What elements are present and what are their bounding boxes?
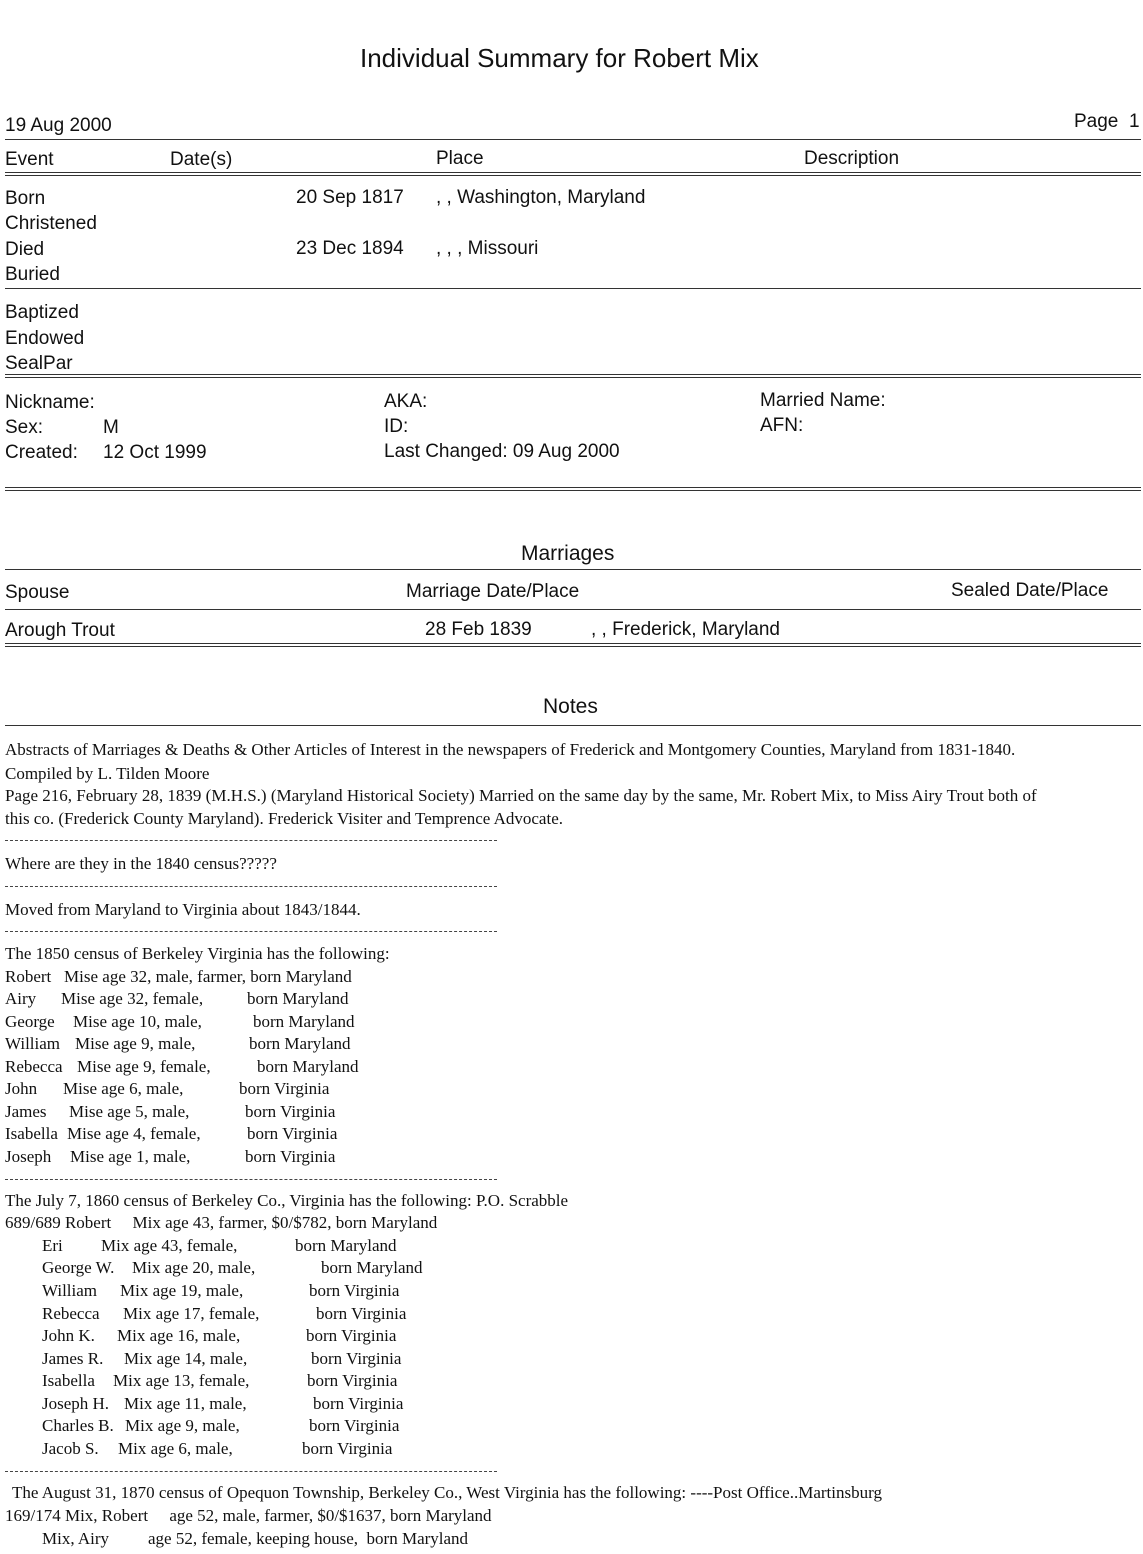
marriages-heading: Marriages [521, 542, 615, 565]
col-dates: Date(s) [170, 149, 233, 170]
marriages-columns-rule [5, 609, 1141, 610]
census-name: John K. [42, 1326, 95, 1345]
census-detail: Mix age 17, female, [123, 1304, 260, 1323]
census-1860-row [42, 1258, 114, 1278]
event-buried: Buried [5, 264, 60, 285]
census-1850-intro: The 1850 census of Berkeley Virginia has the following: [5, 944, 390, 963]
last-changed-value: 09 Aug 2000 [512, 441, 620, 462]
col-description: Description [804, 148, 900, 169]
census-detail: Mix age 43, female, [101, 1236, 238, 1255]
event-born-place: , , Washington, Maryland [436, 187, 646, 208]
marriages-heading-rule [5, 569, 1141, 570]
census-1860-row [309, 1416, 399, 1436]
census-detail: Mise age 5, male, [69, 1102, 190, 1121]
afn-label: AFN: [760, 415, 804, 436]
census-born: born Virginia [302, 1439, 393, 1458]
census-1850-row [63, 1079, 183, 1099]
notes-separator [5, 1179, 497, 1180]
census-name: Rebecca [5, 1057, 63, 1076]
census-1850-row [5, 989, 36, 1009]
census-name: Airy [5, 989, 37, 1008]
census-detail: Mix age 19, male, [120, 1281, 244, 1300]
census-born: born Maryland [249, 1034, 351, 1053]
marriages-col-sealed: Sealed Date/Place [951, 580, 1109, 601]
census-1860-row [321, 1258, 423, 1278]
census-1850-row [5, 1124, 58, 1144]
census-1850-row [247, 1124, 337, 1144]
census-1870-intro: The August 31, 1870 census of Opequon Township, Berkeley Co., West Virginia has the following: ----Post Office..Martinsburg [12, 1483, 882, 1502]
census-1860-head: 689/689 Robert Mix age 43, farmer, $0/$782, born Maryland [5, 1213, 438, 1232]
census-1860-row [117, 1326, 240, 1346]
census-1850-row [5, 1147, 51, 1167]
census-1850-row [253, 1012, 355, 1032]
census-1850-row [73, 1012, 202, 1032]
census-name: Isabella [5, 1124, 58, 1143]
census-1870-line-2-name: Mix, Airy [42, 1529, 110, 1548]
report-date: 19 Aug 2000 [5, 115, 112, 136]
census-1850-row [77, 1057, 211, 1077]
census-1860-row [311, 1349, 401, 1369]
census-detail: Mise age 6, male, [63, 1079, 184, 1098]
notes-source-line-3: Page 216, February 28, 1839 (M.H.S.) (Maryland Historical Society) Married on the same day by the same, Mr. Robert Mix, to Miss Airy Trout both of [5, 786, 1037, 805]
notes-separator [5, 886, 497, 887]
census-born: born Maryland [253, 1012, 355, 1031]
census-detail: Mix age 14, male, [124, 1349, 248, 1368]
census-1850-row [245, 1102, 335, 1122]
marriage-spouse: Arough Trout [5, 620, 115, 641]
census-1860-row [123, 1304, 259, 1324]
census-detail: Mix age 9, male, [125, 1416, 240, 1435]
created-value: 12 Oct 1999 [103, 442, 207, 463]
census-name: James R. [42, 1349, 104, 1368]
notes-separator [5, 931, 497, 932]
census-1860-row [42, 1281, 97, 1301]
census-1870-line-2-detail: age 52, female, keeping house, born Maryland [148, 1529, 469, 1548]
census-1850-row [5, 1079, 37, 1099]
census-1860-intro: The July 7, 1860 census of Berkeley Co., Virginia has the following: P.O. Scrabble [5, 1191, 569, 1210]
census-name: Isabella [42, 1371, 95, 1390]
census-1860-row [306, 1326, 396, 1346]
census-1860-row [42, 1236, 63, 1256]
page-label: Page [1074, 111, 1119, 132]
census-name: George [5, 1012, 55, 1031]
census-1850-row [247, 989, 349, 1009]
col-event: Event [5, 149, 54, 170]
event-died-place: , , , Missouri [436, 238, 539, 259]
census-name: George W. [42, 1258, 115, 1277]
census-born: born Virginia [247, 1124, 338, 1143]
ordinance-sealpar: SealPar [5, 353, 73, 374]
census-1860-row [295, 1236, 397, 1256]
census-1860-row [120, 1281, 243, 1301]
marriages-col-marriage: Marriage Date/Place [406, 581, 580, 602]
census-born: born Virginia [307, 1371, 398, 1390]
ordinance-endowed: Endowed [5, 328, 85, 349]
census-detail: Mise age 32, female, [61, 989, 204, 1008]
census-1860-row [42, 1371, 95, 1391]
census-1850-row [61, 989, 203, 1009]
census-detail: Mise age 32, male, farmer, born Maryland [64, 967, 352, 986]
census-1850-row [245, 1147, 335, 1167]
ordinance-baptized: Baptized [5, 302, 79, 323]
census-name: Rebecca [42, 1304, 100, 1323]
columns-rule [5, 172, 1141, 176]
census-1850-row [249, 1034, 351, 1054]
census-1860-row [124, 1349, 247, 1369]
census-born: born Maryland [295, 1236, 397, 1255]
census-1860-row [125, 1416, 240, 1436]
notes-source-line-4: this co. (Frederick County Maryland). Frederick Visiter and Temprence Advocate. [5, 809, 563, 828]
census-1850-row [5, 967, 352, 987]
event-died: Died [5, 239, 45, 260]
event-born-date: 20 Sep 1817 [296, 187, 404, 208]
census-1860-row [118, 1439, 233, 1459]
census-1850-row [239, 1079, 329, 1099]
ordinances-rule [5, 374, 1141, 378]
page-number-value: 1 [1128, 111, 1140, 132]
sex-label: Sex: [5, 417, 44, 438]
census-name: William [42, 1281, 98, 1300]
census-name: Joseph [5, 1147, 52, 1166]
census-1860-row [101, 1236, 237, 1256]
census-1860-row [42, 1349, 103, 1369]
census-1860-row [307, 1371, 397, 1391]
married-name-label: Married Name: [760, 390, 886, 411]
notes-moved: Moved from Maryland to Virginia about 1843/1844. [5, 900, 361, 919]
census-1850-row [69, 1102, 189, 1122]
census-detail: Mix age 11, male, [124, 1394, 247, 1413]
census-1860-row [316, 1304, 406, 1324]
page-title: Individual Summary for Robert Mix [360, 43, 759, 73]
census-1860-row [42, 1394, 109, 1414]
census-born: born Virginia [309, 1416, 400, 1435]
census-name: Robert [5, 967, 52, 986]
census-born: born Virginia [239, 1079, 330, 1098]
census-1860-row [124, 1394, 247, 1414]
census-name: William [5, 1034, 61, 1053]
census-1860-row [302, 1439, 392, 1459]
event-died-date: 23 Dec 1894 [296, 238, 404, 259]
census-name: James [5, 1102, 47, 1121]
id-label: ID: [384, 416, 409, 437]
events-rule [5, 288, 1141, 289]
marriages-col-spouse: Spouse [5, 582, 70, 603]
census-1860-row [309, 1281, 399, 1301]
census-detail: Mix age 6, male, [118, 1439, 233, 1458]
last-changed-label: Last Changed: [384, 441, 508, 462]
notes-separator [5, 840, 497, 841]
col-place: Place [436, 148, 484, 169]
census-1860-row [42, 1439, 99, 1459]
marriage-place: , , Frederick, Maryland [591, 619, 780, 640]
census-1850-row [5, 1034, 60, 1054]
census-1850-row [75, 1034, 195, 1054]
census-1860-row [113, 1371, 249, 1391]
aka-label: AKA: [384, 391, 428, 412]
notes-source-line-2: Compiled by L. Tilden Moore [5, 764, 210, 783]
census-born: born Virginia [245, 1147, 336, 1166]
census-1860-row [42, 1326, 95, 1346]
census-detail: Mise age 1, male, [70, 1147, 191, 1166]
census-1850-row [67, 1124, 201, 1144]
sex-value: M [103, 417, 119, 438]
census-1870-line-1: 169/174 Mix, Robert age 52, male, farmer, $0/$1637, born Maryland [5, 1506, 492, 1525]
notes-heading-rule [5, 725, 1141, 726]
census-name: Eri [42, 1236, 63, 1255]
census-name: Jacob S. [42, 1439, 99, 1458]
census-1860-row [42, 1304, 100, 1324]
census-1850-row [5, 1057, 63, 1077]
census-detail: Mix age 16, male, [117, 1326, 241, 1345]
census-born: born Maryland [247, 989, 349, 1008]
census-name: Joseph H. [42, 1394, 110, 1413]
census-detail: Mise age 10, male, [73, 1012, 202, 1031]
census-name: John [5, 1079, 38, 1098]
personal-rule [5, 487, 1141, 491]
notes-heading: Notes [543, 695, 598, 718]
marriage-date: 28 Feb 1839 [425, 619, 532, 640]
census-1850-row [70, 1147, 190, 1167]
census-detail: Mix age 13, female, [113, 1371, 250, 1390]
census-1850-row [5, 1102, 47, 1122]
census-born: born Virginia [309, 1281, 400, 1300]
notes-1840-question: Where are they in the 1840 census????? [5, 854, 277, 873]
created-label: Created: [5, 442, 78, 463]
census-1850-row [257, 1057, 359, 1077]
census-born: born Maryland [321, 1258, 423, 1277]
census-detail: Mix age 20, male, [132, 1258, 256, 1277]
census-1850-row [5, 1012, 55, 1032]
census-name: Charles B. [42, 1416, 114, 1435]
census-detail: Mise age 9, male, [75, 1034, 196, 1053]
page-number [1074, 111, 1140, 133]
census-born: born Virginia [245, 1102, 336, 1121]
nickname-label: Nickname: [5, 392, 95, 413]
census-1860-row [132, 1258, 255, 1278]
last-changed [384, 441, 620, 463]
notes-separator [5, 1471, 497, 1472]
marriages-rule [5, 643, 1141, 647]
header-rule [5, 139, 1141, 140]
notes-source-line-1: Abstracts of Marriages & Deaths & Other Articles of Interest in the newspapers of Frederick and Montgomery Counties, Maryland from 1831-1840. [5, 740, 1016, 759]
census-born: born Virginia [316, 1304, 407, 1323]
census-born: born Maryland [257, 1057, 359, 1076]
census-born: born Virginia [306, 1326, 397, 1345]
census-detail: Mise age 9, female, [77, 1057, 211, 1076]
census-1860-row [42, 1416, 114, 1436]
census-1860-row [313, 1394, 403, 1414]
event-born: Born [5, 188, 46, 209]
census-born: born Virginia [313, 1394, 404, 1413]
event-christened: Christened [5, 213, 97, 234]
census-born: born Virginia [311, 1349, 402, 1368]
census-detail: Mise age 4, female, [67, 1124, 201, 1143]
